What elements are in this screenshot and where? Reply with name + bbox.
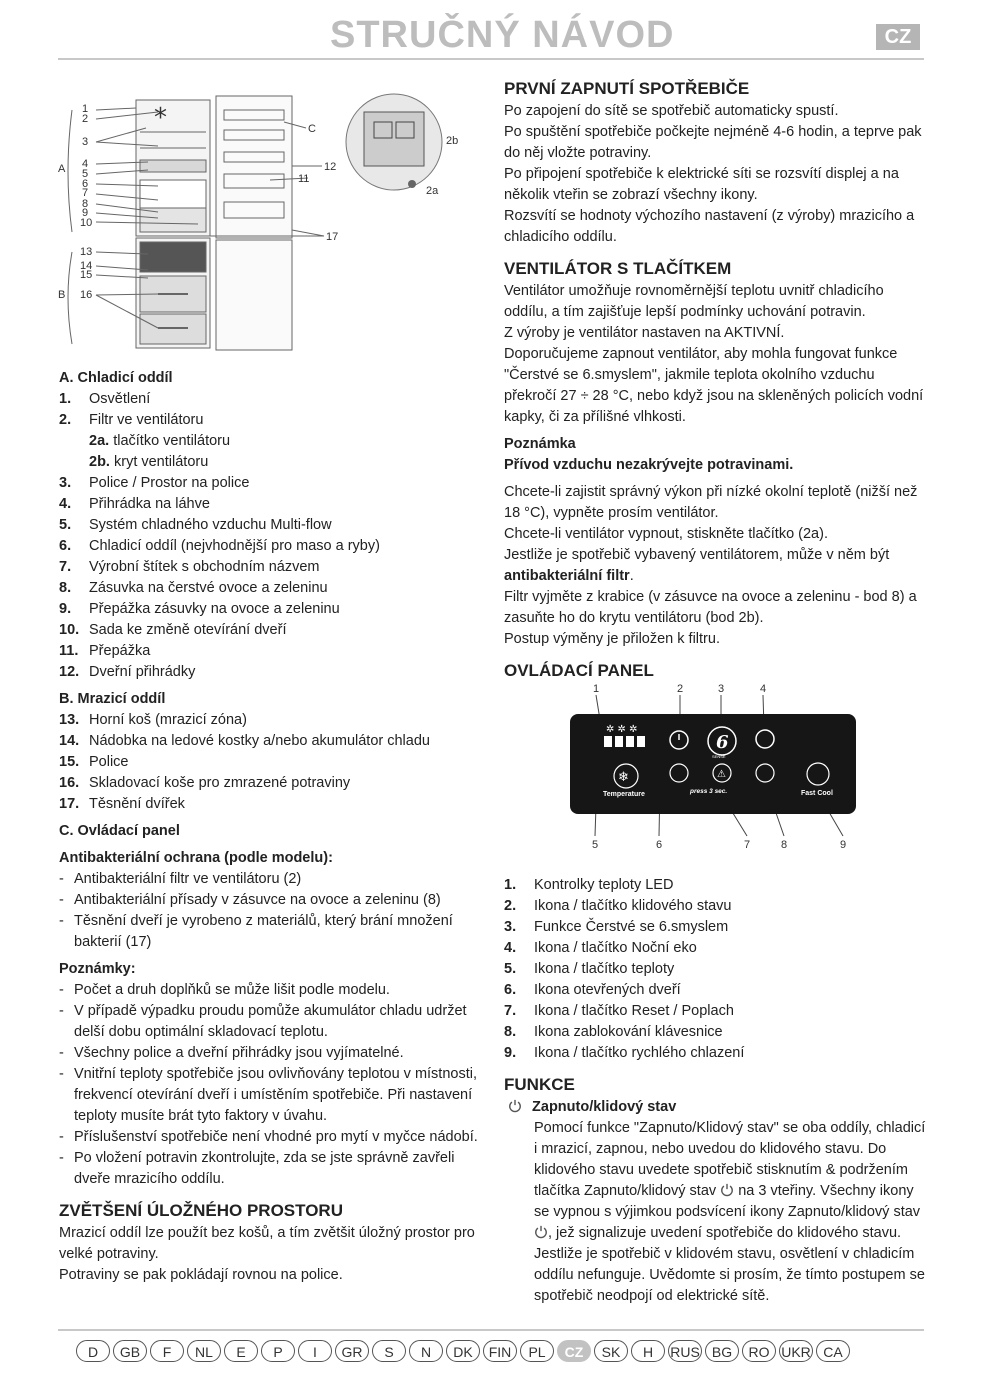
list-item: 8. Ikona zablokování klávesnice [504,1024,723,1040]
language-pill-d[interactable]: D [76,1340,110,1362]
list-item: 9. Přepážka zásuvky na ovoce a zeleninu [59,601,340,617]
diagram-label: 2 [82,113,89,125]
list-item: - Příslušenství spotřebiče není vhodné pro mytí v myčce nádobí. [59,1127,479,1148]
language-pill-bg[interactable]: BG [705,1340,739,1362]
svg-text:4: 4 [760,683,767,695]
diagram-label: 10 [80,217,93,229]
diagram-label: 11 [298,173,310,185]
diagram-label: B [58,289,66,301]
paragraph: Po zapojení do sítě se spotřebič automaticky spustí. [504,103,839,119]
diagram-label: C [308,123,316,135]
section-a-title: A. Chladicí oddíl [59,370,173,386]
language-pill-nl[interactable]: NL [187,1340,221,1362]
diagram-label: 13 [80,246,93,258]
svg-text:6: 6 [656,839,663,851]
language-pill-rus[interactable]: RUS [668,1340,702,1362]
notes-title: Poznámky: [59,961,136,977]
list-item: 9. Ikona / tlačítko rychlého chlazení [504,1045,745,1061]
storage-text: Mrazicí oddíl lze použít bez košů, a tím zvětšit úložný prostor pro velké potraviny. [59,1225,475,1262]
svg-text:⚠: ⚠ [717,769,726,780]
panel-heading: OVLÁDACÍ PANEL [504,661,654,680]
diagram-label: 2a [426,185,439,197]
svg-text:Temperature: Temperature [603,791,645,798]
diagram-label: 6 [82,178,89,190]
list-item: 2b. kryt ventilátoru [89,454,209,470]
svg-text:3: 3 [718,683,725,695]
diagram-label: A [58,163,66,175]
list-item: - V případě výpadku proudu pomůže akumulátor chladu udržet delší dobu optimální skladovací teplotu. [59,1001,479,1043]
control-panel-figure [560,680,870,852]
power-icon [534,1225,548,1239]
language-pill-ca[interactable]: CA [816,1340,850,1362]
svg-text:8: 8 [781,839,788,851]
diagram-label: 3 [82,136,89,148]
diagram-label: 16 [80,289,93,301]
diagram-label: 15 [80,269,93,281]
list-item: 2. Filtr ve ventilátoru [59,412,204,428]
language-pill-sk[interactable]: SK [594,1340,628,1362]
fan-heading: VENTILÁTOR S TLAČÍTKEM [504,259,732,278]
language-pill-n[interactable]: N [409,1340,443,1362]
list-item: - Antibakteriální přísady v zásuvce na ovoce a zeleninu (8) [59,890,479,911]
bottom-divider [58,1329,924,1331]
list-item: 6. Ikona otevřených dveří [504,982,681,998]
list-item: 14. Nádobka na ledové kostky a/nebo akumulátor chladu [59,733,430,749]
list-item: 11. Přepážka [59,643,151,659]
diagram-label: 2b [446,135,459,147]
diagram-label: 12 [324,161,337,173]
list-item: 7. Výrobní štítek s obchodním názvem [59,559,320,575]
diagram-label: 7 [82,187,89,199]
list-item: 16. Skladovací koše pro zmrazené potraviny [59,775,351,791]
svg-text:9: 9 [840,839,847,851]
page-title: STRUČNÝ NÁVOD [330,14,675,56]
list-item: 2. Ikona / tlačítko klidového stavu [504,898,732,914]
language-bar [76,1340,850,1362]
diagram-label: 9 [82,207,89,219]
svg-text:✲ ✲ ✲: ✲ ✲ ✲ [606,724,638,735]
language-pill-e[interactable]: E [224,1340,258,1362]
language-pill-pl[interactable]: PL [520,1340,554,1362]
power-icon [508,1099,522,1113]
list-item: 17. Těsnění dvířek [59,796,185,812]
svg-text:7: 7 [744,839,751,851]
list-item: 7. Ikona / tlačítko Reset / Poplach [504,1003,734,1019]
left-column [59,368,479,1286]
diagram-label: 8 [82,198,89,210]
func-text: Pomocí funkce "Zapnuto/Klidový stav" se oba oddíly, chladicí i mrazicí, zapnou, nebo uvedou do klidového stavu. Do klidového stavu uvedete spotřebič stisknutím & podržením tlačítka Zapnuto/klidový stav na 3 vteřiny. Všechny ikony se vypnou s výjimkou podsvícení ikony Zapnuto/klidový stav , jež signalizuje uvedení spotřebiče do klidového stavu. Jestliže je spotřebič v klidovém stavu, osvětlení v chladicím oddílu nefunguje. Uvědomte si prosím, že tímto postupem se spotřebič neodpojí od elektrické sítě. [534,1120,926,1304]
paragraph: Po spuštění spotřebiče počkejte nejméně 4-6 hodin, a teprve pak do něj vložte potraviny. [504,124,922,161]
list-item: 2a. tlačítko ventilátoru [89,433,231,449]
list-b [59,710,479,815]
list-item: 13. Horní koš (mrazicí zóna) [59,712,247,728]
svg-text:❄: ❄ [618,770,629,785]
language-pill-ro[interactable]: RO [742,1340,776,1362]
diagram-label: 5 [82,168,89,180]
diagram-label: 1 [82,103,89,115]
paragraph: Postup výměny je přiložen k filtru. [504,631,720,647]
list-item: 15. Police [59,754,129,770]
paragraph: Po připojení spotřebiče k elektrické síti se rozsvítí displej a na několik vteřin se zobrazí všechny ikony. [504,166,899,203]
list-item: 12. Dveřní přihrádky [59,664,196,680]
svg-text:5: 5 [592,839,599,851]
language-pill-gb[interactable]: GB [113,1340,147,1362]
language-pill-dk[interactable]: DK [446,1340,480,1362]
paragraph: Rozsvítí se hodnoty výchozího nastavení (z výroby) mrazicího a chladicího oddílu. [504,208,915,245]
language-badge: CZ [876,24,920,50]
diagram-label: 4 [82,158,89,170]
list-item: 3. Funkce Čerstvé se 6.smyslem [504,919,729,935]
paragraph: Chcete-li zajistit správný výkon při nízké okolní teplotě (nižší než 18 °C), vypněte prosím ventilátor. [504,484,918,521]
note-bold: Přívod vzduchu nezakrývejte potravinami. [504,457,794,473]
func-subtitle: Zapnuto/klidový stav [504,1097,928,1118]
list-item: - Těsnění dveří je vyrobeno z materiálů, který brání množení bakterií (17) [59,911,479,953]
svg-text:Fast Cool: Fast Cool [801,790,833,797]
storage-text: Potraviny se pak pokládají rovnou na police. [59,1267,343,1283]
top-divider [58,58,924,60]
paragraph: Filtr vyjměte z krabice (v zásuvce na ovoce a zeleninu - bod 8) a zasuňte ho do krytu ventilátoru (bod 2b). [504,589,917,626]
panel-list [504,875,928,1064]
svg-text:1: 1 [593,683,600,695]
list-item: - Vnitřní teploty spotřebiče jsou ovlivňovány teplotou v místnosti, frekvencí otevírání dveří i umístěním spotřebiče. Při nastavení teploty musíte brát tyto faktory v úvahu. [59,1064,479,1127]
list-item: 3. Police / Prostor na police [59,475,250,491]
paragraph: Jestliže je spotřebič vybavený ventilátorem, může v něm být antibakteriální filtr. [504,547,890,584]
language-pill-gr[interactable]: GR [335,1340,369,1362]
list-item: 5. Ikona / tlačítko teploty [504,961,675,977]
diagram-label: 17 [326,231,339,243]
list-item: 1. Kontrolky teploty LED [504,877,674,893]
svg-text:*: * [154,103,167,133]
language-pill-f[interactable]: F [150,1340,184,1362]
paragraph: Z výroby je ventilátor nastaven na AKTIVNÍ. [504,325,785,341]
functions-heading: FUNKCE [504,1075,575,1094]
storage-heading: ZVĚTŠENÍ ÚLOŽNÉHO PROSTORU [59,1201,343,1220]
list-item: - Po vložení potravin zkontrolujte, zda se jste správně zavřeli dveře mrazicího oddílu. [59,1148,479,1190]
section-b-title: B. Mrazicí oddíl [59,691,166,707]
svg-text:6: 6 [716,732,729,753]
antibac-title: Antibakteriální ochrana (podle modelu): [59,850,333,866]
first-start-heading: PRVNÍ ZAPNUTÍ SPOTŘEBIČE [504,79,750,98]
list-item: 4. Přihrádka na láhve [59,496,210,512]
svg-text:press 3 sec.: press 3 sec. [690,788,728,795]
language-pill-ukr[interactable]: UKR [779,1340,813,1362]
paragraph: Doporučujeme zapnout ventilátor, aby mohla fungovat funkce "Čerstvé se 6.smyslem", jakmile teplota okolního vzduchu překročí 27 ÷ 28 °C, nebo když jsou na skleněných policích vodní kapky, či za přílišné vlhkosti. [504,346,924,425]
list-item: 5. Systém chladného vzduchu Multi-flow [59,517,332,533]
list-item: - Počet a druh doplňků se může lišit podle modelu. [59,980,479,1001]
language-pill-i[interactable]: I [298,1340,332,1362]
fridge-diagram [58,82,478,357]
list-item: 1. Osvětlení [59,391,151,407]
svg-text:2: 2 [677,683,684,695]
section-c-title: C. Ovládací panel [59,823,180,839]
language-pill-s[interactable]: S [372,1340,406,1362]
list-item: - Antibakteriální filtr ve ventilátoru (2) [59,869,479,890]
language-pill-h[interactable]: H [631,1340,665,1362]
paragraph: Chcete-li ventilátor vypnout, stiskněte tlačítko (2a). [504,526,828,542]
paragraph: Ventilátor umožňuje rovnoměrnější teplotu uvnitř chladicího oddílu, a tím zajišťuje lepší podmínky uchování potravin. [504,283,884,320]
note-title: Poznámka [504,436,576,452]
power-icon [720,1183,734,1197]
language-pill-fin[interactable]: FIN [483,1340,517,1362]
list-item: 6. Chladicí oddíl (nejvhodnější pro maso a ryby) [59,538,380,554]
list-item: - Všechny police a dveřní přihrádky jsou vyjímatelné. [59,1043,479,1064]
list-item: 10. Sada ke změně otevírání dveří [59,622,287,638]
notes-list [59,980,479,1190]
diagram-label: 14 [80,260,93,272]
svg-text:SENSE: SENSE [712,754,726,759]
language-pill-p[interactable]: P [261,1340,295,1362]
list-a [59,389,479,683]
list-item: 8. Zásuvka na čerstvé ovoce a zeleninu [59,580,328,596]
antibac-list [59,869,479,953]
list-item: 4. Ikona / tlačítko Noční eko [504,940,697,956]
language-pill-cz[interactable]: CZ [557,1340,591,1362]
